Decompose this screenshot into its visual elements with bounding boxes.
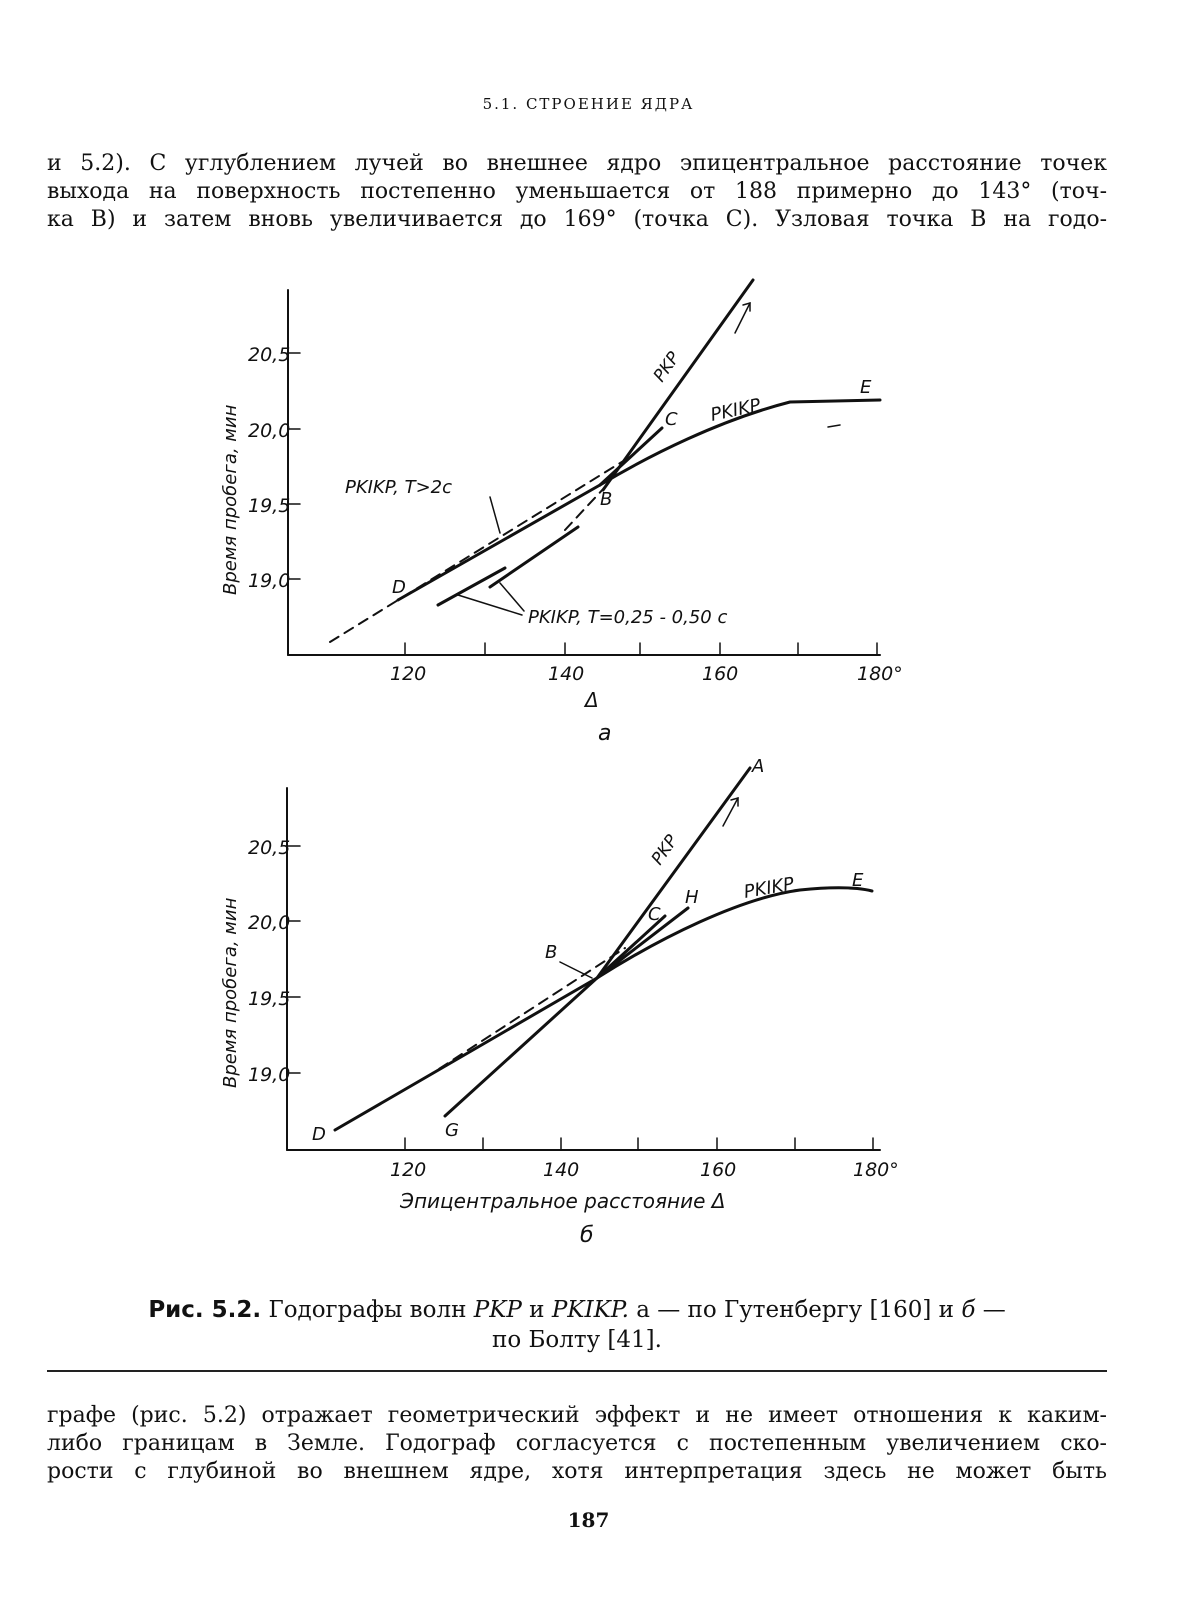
y-tick-label: 19,0 (248, 570, 291, 592)
label-pkp: PKP (647, 831, 683, 869)
caption-text: Годографы волн (268, 1297, 467, 1323)
paragraph-bottom (47, 1402, 1107, 1486)
text-line: выхода на поверхность постепенно уменьшается от 188 примерно до 143° (точ- (47, 179, 1107, 204)
figure-a (200, 265, 960, 749)
series-pkp (597, 768, 750, 978)
text-line: ка B) и затем вновь увеличивается до 169° (точка C). Узловая точка B на годо- (47, 207, 1107, 232)
caption-line-2: по Болту [41]. (492, 1327, 662, 1353)
label-pkp: PKP (649, 348, 685, 386)
y-tick-label: 20,0 (248, 420, 291, 442)
x-tick-label: 120 (390, 663, 427, 685)
label-d: D (392, 577, 406, 598)
x-tick-label: 180° (853, 1159, 899, 1181)
caption-pkp: PKP (473, 1297, 522, 1323)
label-g: G (445, 1120, 459, 1141)
caption-b: б (961, 1297, 976, 1323)
caption-label: Рис. 5.2. (148, 1297, 262, 1323)
caption-text-3: — (982, 1297, 1006, 1323)
series-db (335, 978, 597, 1130)
segment-t025-2 (490, 527, 578, 587)
x-axis-label: Эпицентральное расстояние Δ (400, 1189, 726, 1213)
x-tick-label: 180° (857, 663, 903, 685)
y-axis-label: Время пробега, мин (220, 404, 241, 595)
x-axis-label: Δ (585, 688, 599, 712)
chart-b (200, 758, 960, 1253)
panel-label: а (598, 721, 612, 745)
label-pkikp: PKIKP (708, 394, 763, 426)
page-number: 187 (567, 1508, 610, 1532)
text-line: графе (рис. 5.2) отражает геометрический эффект и не имеет отношения к каким- (47, 1403, 1107, 1428)
paragraph-top (47, 150, 1107, 234)
x-tick-label: 140 (548, 663, 585, 685)
y-tick-label: 19,0 (248, 1064, 291, 1086)
label-e: E (860, 377, 872, 398)
y-tick-label: 19,5 (248, 988, 291, 1010)
y-tick-label: 20,5 (248, 837, 291, 859)
annotation-t2: PKIKP, T>2c (345, 477, 453, 498)
label-b: B (545, 942, 558, 963)
y-tick-label: 19,5 (248, 495, 291, 517)
caption-and: и (529, 1297, 545, 1323)
y-axis-label: Время пробега, мин (220, 897, 241, 1088)
arrow-shaft (735, 303, 750, 333)
y-tick-label: 20,0 (248, 912, 291, 934)
panel-label: б (580, 1223, 594, 1248)
series-dashed (425, 948, 625, 1078)
label-e: E (852, 870, 864, 891)
label-c: C (665, 409, 678, 430)
text-line: рости с глубиной во внешнем ядре, хотя интерпретация здесь не может быть (47, 1459, 1107, 1484)
figure-caption (47, 1295, 1107, 1355)
label-a: A (752, 758, 765, 777)
label-d: D (312, 1124, 326, 1145)
divider (47, 1370, 1107, 1372)
x-tick-label: 140 (543, 1159, 580, 1181)
annotation-t025: PKIKP, T=0,25 - 0,50 c (528, 607, 728, 628)
label-b: B (600, 489, 613, 510)
series-pkp (603, 280, 753, 490)
label-pkikp: PKIKP (742, 873, 796, 903)
running-header: 5.1. СТРОЕНИЕ ЯДРА (482, 95, 695, 113)
text-line: и 5.2). С углублением лучей во внешнее ядро эпицентральное расстояние точек (47, 151, 1107, 176)
text-line: либо границам в Земле. Годограф согласуется с постепенным увеличением ско- (47, 1431, 1107, 1456)
caption-pkikp: PKIKP. (551, 1297, 629, 1323)
series-gb (445, 978, 597, 1116)
dash-mark (828, 425, 840, 427)
series-db (398, 485, 600, 600)
label-h: H (685, 887, 699, 908)
x-tick-label: 160 (702, 663, 739, 685)
series-pkikp (597, 888, 872, 978)
figure-b (200, 758, 960, 1257)
y-tick-label: 20,5 (248, 344, 291, 366)
x-tick-label: 120 (390, 1159, 427, 1181)
leader-t025-b (500, 583, 524, 611)
leader-t2 (490, 497, 500, 533)
chart-a (200, 265, 960, 745)
series-bh (597, 908, 688, 978)
caption-text-2: а — по Гутенбергу [160] и (636, 1297, 955, 1323)
label-c: C (648, 904, 661, 925)
x-tick-label: 160 (700, 1159, 737, 1181)
leader-b (560, 962, 592, 978)
